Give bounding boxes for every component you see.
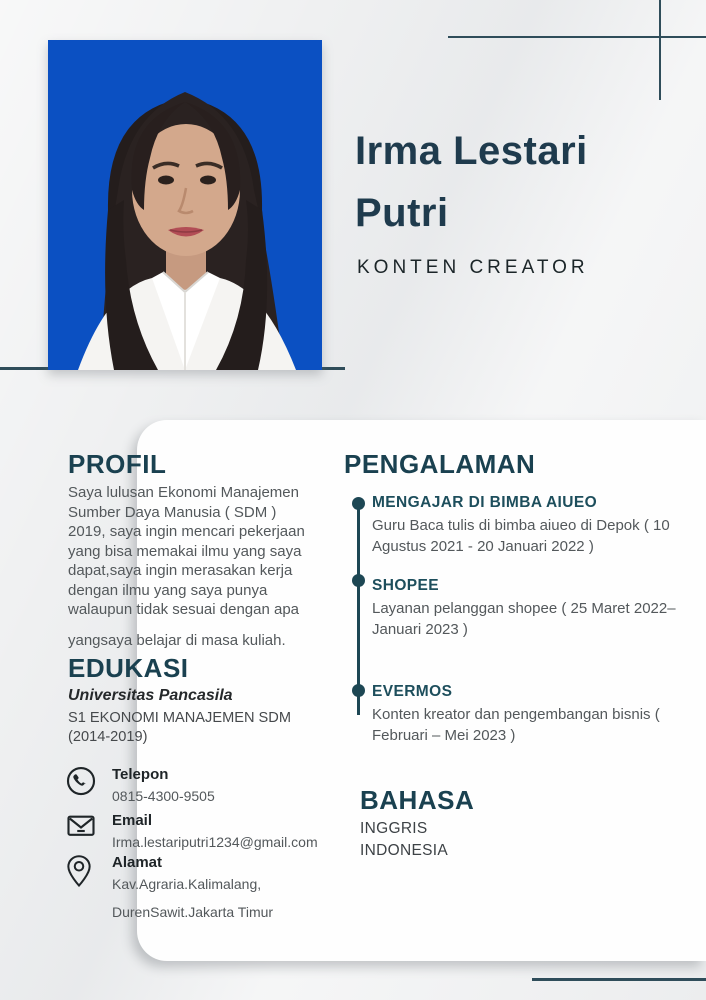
profile-photo bbox=[48, 40, 322, 370]
experience-description: Konten kreator dan pengembangan bisnis ( Februari – Mei 2023 ) bbox=[372, 706, 660, 744]
experience-description: Layanan pelanggan shopee ( 25 Maret 2022– Januari 2023 ) bbox=[372, 600, 676, 638]
profil-heading: PROFIL bbox=[68, 449, 167, 479]
experience-description: Guru Baca tulis di bimba aiueo di Depok ( 10 Agustus 2021 - 20 Januari 2022 ) bbox=[372, 517, 670, 555]
timeline-dot bbox=[352, 574, 365, 587]
portrait-illustration bbox=[48, 40, 322, 370]
experience-item bbox=[372, 683, 677, 746]
top-right-vertical-line bbox=[659, 0, 661, 100]
contact-row-alamat bbox=[66, 854, 346, 921]
contact-value bbox=[112, 875, 273, 921]
bottom-right-horizontal-line bbox=[532, 978, 706, 981]
education-school: Universitas Pancasila bbox=[68, 687, 233, 704]
email-icon bbox=[66, 812, 96, 846]
contact-label: Alamat bbox=[112, 854, 163, 871]
bahasa-heading: BAHASA bbox=[360, 785, 475, 815]
timeline-dot bbox=[352, 684, 365, 697]
person-name: Irma Lestari Putri bbox=[355, 129, 588, 235]
profil-paragraph-1: Saya lulusan Ekonomi Manajemen Sumber Daya Manusia ( SDM ) 2019, saya ingin mencari pekerjaan yang bisa memakai ilmu yang saya dapat,saya ingin merasakan kerja dengan ilmu yang saya punya walaupun tidak sesuai dengan apa bbox=[68, 484, 305, 618]
address-line-2: DurenSawit.Jakarta Timur bbox=[112, 904, 274, 920]
language-item: INDONESIA bbox=[360, 842, 448, 859]
language-item: INGGRIS bbox=[360, 820, 428, 837]
contact-row-email bbox=[66, 812, 346, 851]
contact-text bbox=[112, 766, 215, 805]
timeline-dot bbox=[352, 497, 365, 510]
education-degree: S1 EKONOMI MANAJEMEN SDM (2014-2019) bbox=[68, 710, 291, 745]
address-line-1: Kav.Agraria.Kalimalang, bbox=[112, 876, 262, 892]
job-title: KONTEN CREATOR bbox=[357, 257, 589, 278]
phone-icon bbox=[66, 766, 96, 800]
contact-value: 0815-4300-9505 bbox=[112, 788, 215, 804]
location-icon bbox=[66, 854, 96, 888]
top-right-horizontal-line bbox=[448, 36, 706, 38]
experience-title: EVERMOS bbox=[372, 683, 453, 700]
contact-label: Telepon bbox=[112, 766, 169, 783]
experience-title: SHOPEE bbox=[372, 577, 440, 594]
experience-title: MENGAJAR DI BIMBA AIUEO bbox=[372, 494, 598, 511]
contact-value: Irma.lestariputri1234@gmail.com bbox=[112, 834, 318, 850]
edukasi-heading: EDUKASI bbox=[68, 653, 189, 683]
contact-text bbox=[112, 854, 273, 921]
experience-item bbox=[372, 577, 677, 640]
experience-item bbox=[372, 494, 677, 557]
contact-text bbox=[112, 812, 318, 851]
pengalaman-heading: PENGALAMAN bbox=[344, 449, 536, 479]
contact-row-telepon bbox=[66, 766, 326, 805]
contact-label: Email bbox=[112, 812, 153, 829]
profil-paragraph-2: yangsaya belajar di masa kuliah. bbox=[68, 632, 286, 649]
